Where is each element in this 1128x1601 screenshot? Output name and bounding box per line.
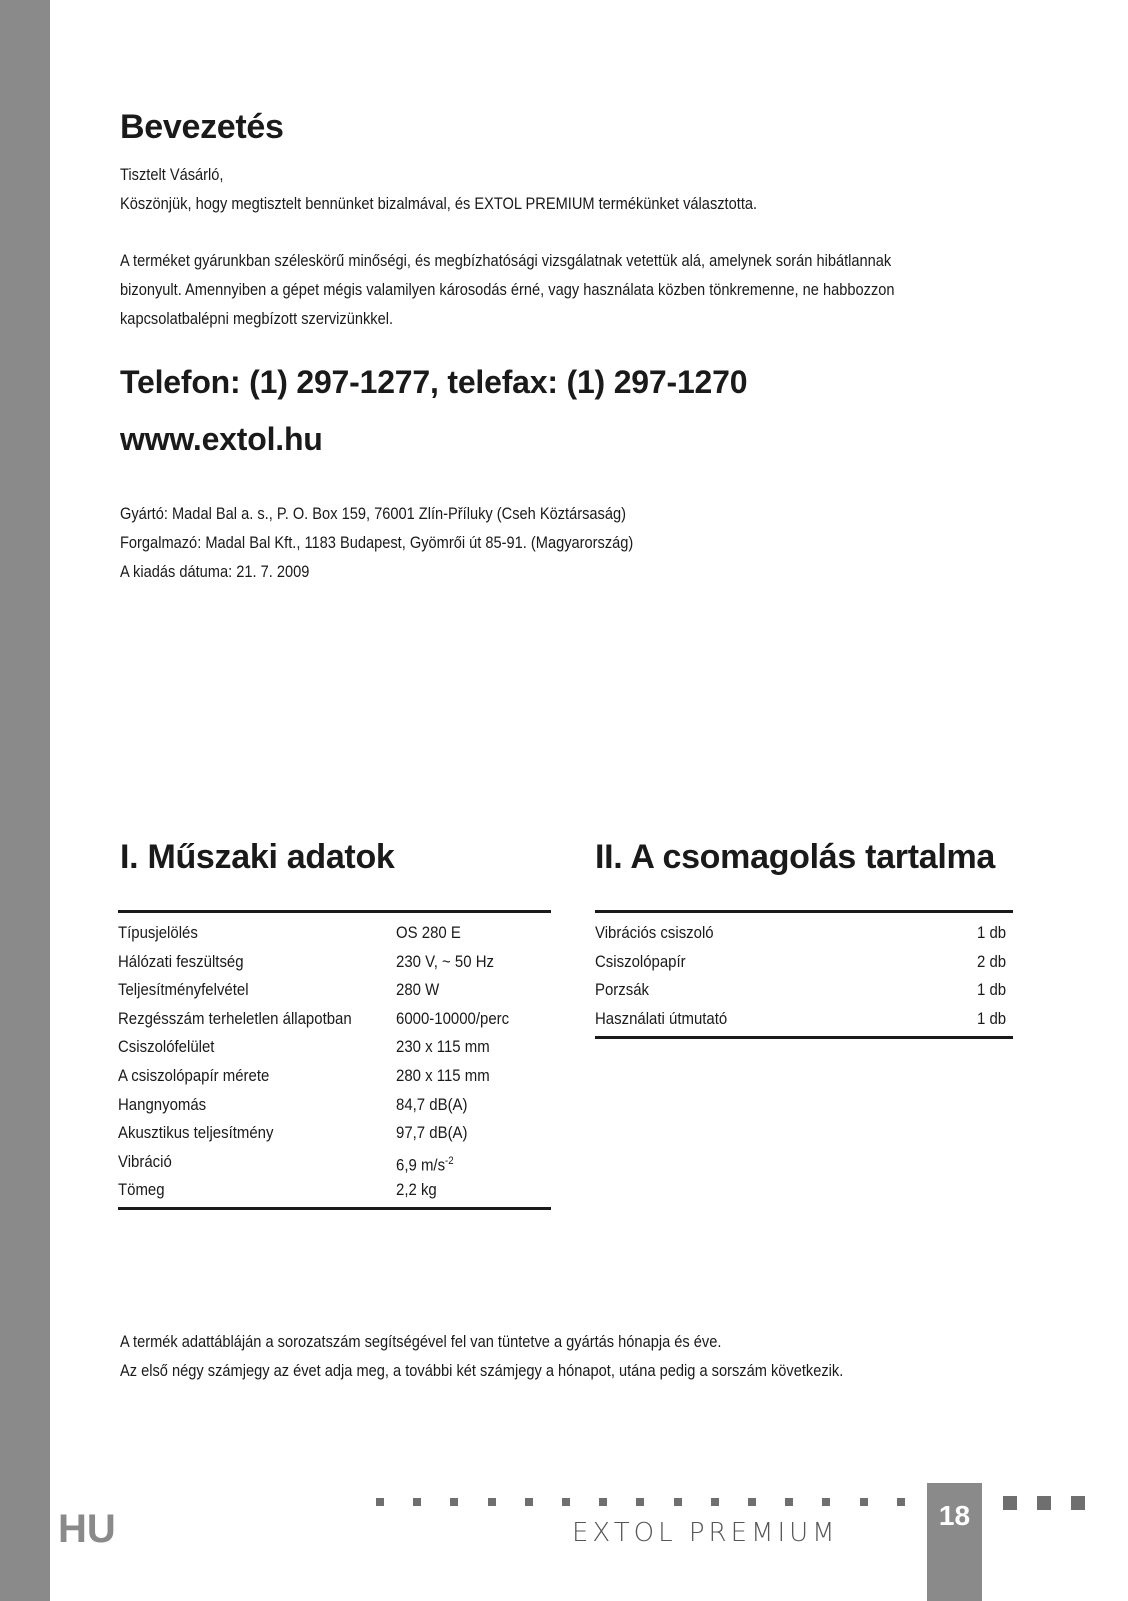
spec-label: Hálózati feszültség (118, 951, 244, 971)
specs-heading: I. Műszaki adatok (120, 838, 395, 876)
serial-note-line-1: A termék adattábláján a sorozatszám segítségével fel van tüntetve a gyártás hónapja és éve. (120, 1332, 722, 1351)
language-code: HU (58, 1507, 116, 1551)
spec-label: Csiszolófelület (118, 1037, 215, 1057)
dot-icon (785, 1498, 793, 1506)
dot-icon (450, 1498, 458, 1506)
spec-label: Akusztikus teljesítmény (118, 1123, 274, 1143)
imprint-distributor: Forgalmazó: Madal Bal Kft., 1183 Budapest, Gyömrői út 85-91. (Magyarország) (120, 533, 634, 552)
spec-label: Hangnyomás (118, 1094, 207, 1114)
spec-label: A csiszolópapír mérete (118, 1066, 270, 1085)
brand-logo: EXTOL PREMIUM (572, 1518, 839, 1548)
contact-web: www.extol.hu (120, 421, 323, 457)
spec-value: 280 x 115 mm (396, 1066, 490, 1085)
package-item-label: Porzsák (595, 980, 650, 1000)
serial-note-line-2: Az első négy számjegy az évet adja meg, a további két számjegy a hónapot, utána pedig a sorszám következik. (120, 1361, 844, 1380)
dot-icon (711, 1498, 719, 1506)
spec-label: Típusjelölés (118, 923, 198, 942)
specs-top-rule (118, 910, 551, 913)
spec-value: 2,2 kg (396, 1180, 437, 1200)
spec-value: 230 x 115 mm (396, 1037, 490, 1057)
package-item-label: Vibrációs csiszoló (595, 923, 714, 942)
intro-greeting: Tisztelt Vásárló, (120, 165, 224, 184)
square-icon (1071, 1496, 1085, 1510)
spec-value: 6000-10000/perc (396, 1008, 510, 1028)
dot-icon (525, 1498, 533, 1506)
spec-label: Tömeg (118, 1180, 165, 1200)
package-item-label: Csiszolópapír (595, 951, 686, 971)
left-sidebar-bar (0, 0, 50, 1601)
imprint-manufacturer: Gyártó: Madal Bal a. s., P. O. Box 159, 76001 Zlín-Příluky (Cseh Köztársaság) (120, 504, 626, 523)
dot-icon (488, 1498, 496, 1506)
package-item-qty: 2 db (977, 951, 1007, 971)
spec-value: 280 W (396, 980, 440, 1000)
spec-value: 6,9 $m/s^{-2}$ (396, 1154, 454, 1175)
imprint-date: A kiadás dátuma: 21. 7. 2009 (120, 562, 310, 581)
spec-label: Rezgésszám terheletlen állapotban (118, 1008, 352, 1028)
package-bottom-rule (595, 1036, 1013, 1039)
intro-heading: Bevezetés (120, 108, 284, 146)
spec-value: 84,7 dB(A) (396, 1094, 468, 1114)
dot-icon (897, 1498, 905, 1506)
spec-value: 97,7 dB(A) (396, 1123, 468, 1143)
specs-bottom-rule (118, 1207, 551, 1210)
intro-line-1: A terméket gyárunkban széleskörű minőségi, és megbízhatósági vizsgálatnak vetettük alá, amelynek során hibátlannak (120, 251, 892, 270)
spec-value: OS 280 E (396, 923, 461, 942)
intro-line-2: bizonyult. Amennyiben a gépet mégis valamilyen károsodás érné, vagy használata közben tönkremenne, ne habbozzon (120, 280, 895, 299)
package-item-qty: 1 db (977, 1008, 1007, 1028)
dot-icon (413, 1498, 421, 1506)
spec-label: Teljesítményfelvétel (118, 980, 249, 1000)
spec-value: 230 V, ~ 50 Hz (396, 951, 495, 971)
dot-icon (599, 1498, 607, 1506)
contact-phone: Telefon: (1) 297-1277, telefax: (1) 297-1270 (120, 364, 748, 400)
intro-thanks: Köszönjük, hogy megtisztelt bennünket bizalmával, és EXTOL PREMIUM termékünket választotta. (120, 194, 758, 213)
square-icon (1003, 1496, 1017, 1510)
page-number: 18 (938, 1500, 971, 1531)
intro-line-3: kapcsolatbalépni megbízott szervizünkkel. (120, 309, 394, 328)
square-icon (1037, 1496, 1051, 1510)
spec-label: Vibráció (118, 1151, 172, 1171)
dot-icon (562, 1498, 570, 1506)
package-item-qty: 1 db (977, 980, 1007, 1000)
spec-value-exponent: -2 (445, 1154, 454, 1167)
dot-icon (748, 1498, 756, 1506)
package-heading: II. A csomagolás tartalma (595, 838, 996, 876)
dot-icon (376, 1498, 384, 1506)
package-item-qty: 1 db (977, 923, 1007, 942)
package-top-rule (595, 910, 1013, 913)
dot-icon (636, 1498, 644, 1506)
dot-icon (860, 1498, 868, 1506)
package-item-label: Használati útmutató (595, 1008, 728, 1028)
dot-icon (822, 1498, 830, 1506)
dot-icon (674, 1498, 682, 1506)
